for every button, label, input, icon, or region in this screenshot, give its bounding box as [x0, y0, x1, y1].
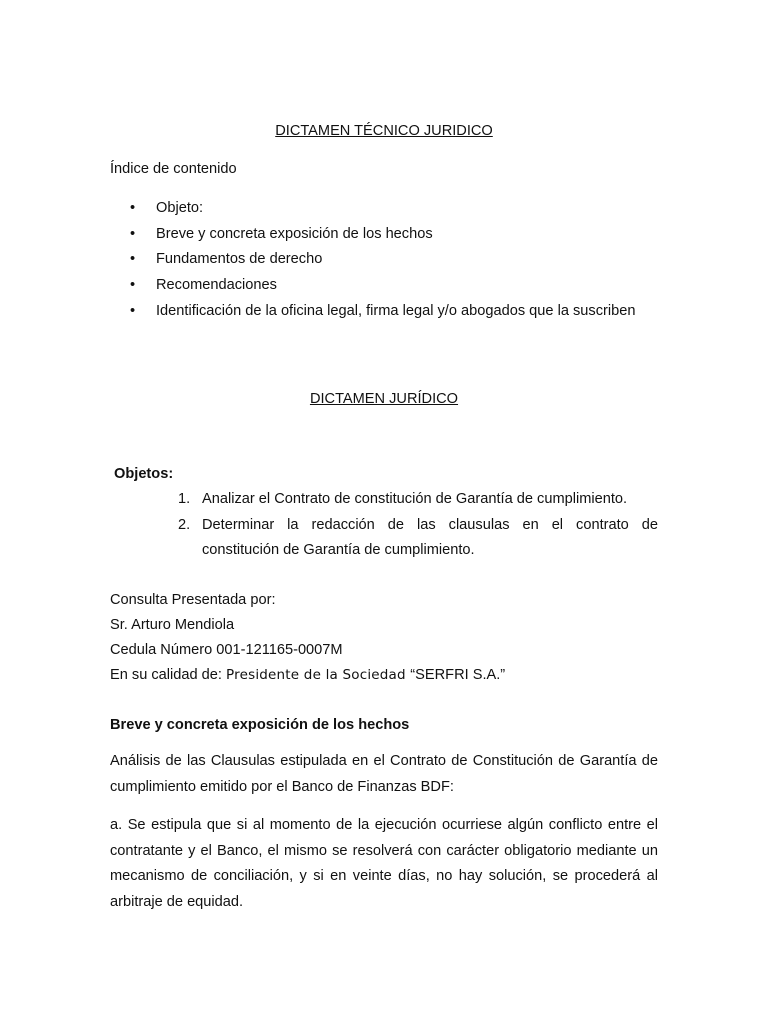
index-list: [110, 196, 658, 325]
index-item-objeto: • Objeto:: [110, 196, 658, 222]
section-title: DICTAMEN JURÍDICO: [309, 391, 459, 407]
hechos-paragraph-a: a. Se estipula que si al momento de la ejecución ocurriese algún conflicto entre el contratante y el Banco, el mismo se resolverá con carácter obligatorio mediante un mecanismo de conciliación, y si en veinte días, no hay solución, se procederá al arbitraje de equidad.: [110, 817, 658, 910]
index-item-identificacion: • Identificación de la oficina legal, firma legal y/o abogados que la suscriben: [110, 299, 658, 325]
main-title: DICTAMEN TÉCNICO JURIDICO: [275, 123, 493, 139]
index-item-fundamentos: • Fundamentos de derecho: [110, 247, 658, 273]
cedula-number: Cedula Número 001-121165-0007M: [110, 642, 343, 658]
hechos-heading: Breve y concreta exposición de los hechos: [110, 717, 410, 733]
objetos-item-number: 2.: [178, 516, 191, 533]
objetos-item-number: 1.: [178, 491, 191, 507]
objetos-item: [110, 513, 658, 564]
objetos-item-text: Analizar el Contrato de constitución de Garantía de cumplimiento.: [202, 491, 628, 507]
objetos-item: [110, 487, 658, 513]
calidad-company: “SERFRI S.A.”: [410, 667, 506, 683]
index-item-hechos: • Breve y concreta exposición de los hechos: [110, 222, 658, 248]
objetos-list: [110, 487, 658, 564]
objetos-heading: Objetos:: [114, 466, 174, 482]
index-heading: Índice de contenido: [110, 161, 237, 177]
hechos-intro: Análisis de las Clausulas estipulada en el Contrato de Constitución de Garantía de cumplimiento emitido por el Banco de Finanzas BDF:: [110, 753, 658, 795]
consultant-name: Sr. Arturo Mendiola: [110, 617, 235, 633]
consulta-line: Consulta Presentada por:: [110, 592, 276, 608]
index-item-recomendaciones: • Recomendaciones: [110, 273, 658, 299]
objetos-item-text: Determinar la redacción de las clausulas en el contrato de constitución de Garantía de cumplimiento.: [202, 516, 658, 559]
calidad-role: Presidente de la Sociedad: [226, 667, 411, 683]
calidad-line: [110, 667, 505, 683]
calidad-prefix: En su calidad de:: [110, 667, 227, 683]
